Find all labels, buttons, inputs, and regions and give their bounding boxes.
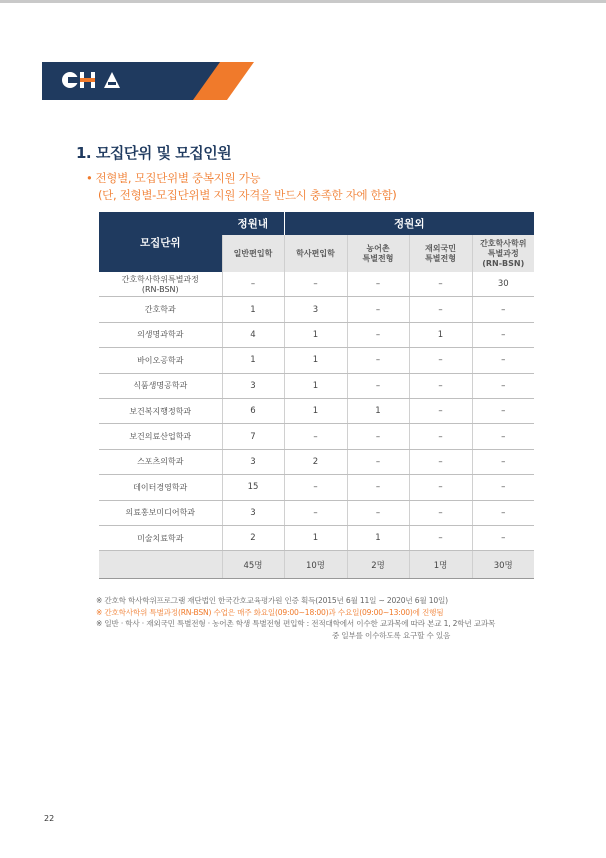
unit-name: 바이오공학과: [99, 348, 222, 373]
quota-cell: –: [472, 449, 534, 474]
quota-cell: –: [472, 322, 534, 347]
quota-cell: –: [409, 297, 472, 322]
top-rule: [0, 0, 606, 3]
table-row: [99, 348, 534, 373]
quota-cell: 7: [222, 424, 284, 449]
quota-cell: –: [409, 475, 472, 500]
unit-name: 의생명과학과: [99, 322, 222, 347]
unit-name: 의료홍보미디어학과: [99, 500, 222, 525]
quota-cell: –: [409, 373, 472, 398]
quota-cell: –: [347, 297, 409, 322]
quota-cell: –: [472, 475, 534, 500]
quota-cell: 3: [222, 449, 284, 474]
quota-cell: –: [472, 297, 534, 322]
footnote-2: ※ 간호학사학위 특별과정(RN-BSN) 수업은 매주 화요일(09:00~18:00)과 수요일(09:00~13:00)에 진행됨: [96, 607, 444, 617]
quota-cell: –: [472, 398, 534, 423]
quota-cell: –: [409, 424, 472, 449]
subheader-out: 학사편입학: [284, 235, 347, 272]
quota-cell: –: [284, 424, 347, 449]
quota-cell: –: [347, 500, 409, 525]
total-cell: 30명: [472, 551, 534, 579]
quota-cell: –: [222, 272, 284, 297]
quota-cell: 4: [222, 322, 284, 347]
totals-label: [99, 551, 222, 579]
note-line-2: (단, 전형별-모집단위별 지원 자격을 반드시 충족한 자에 한함): [98, 188, 397, 202]
quota-cell: –: [472, 500, 534, 525]
quota-cell: –: [347, 424, 409, 449]
quota-cell: 3: [284, 297, 347, 322]
quota-cell: –: [284, 475, 347, 500]
quota-cell: 3: [222, 373, 284, 398]
quota-cell: 6: [222, 398, 284, 423]
quota-cell: –: [409, 348, 472, 373]
header-quota-in: 정원내: [222, 212, 284, 235]
quota-cell: –: [347, 475, 409, 500]
page-number: 22: [44, 814, 55, 823]
unit-name: 보건복지행정학과: [99, 398, 222, 423]
footnote-1: ※ 간호학 학사학위프로그램 재단법인 한국간호교육평가원 인증 획득(2015년 6월 11일 ~ 2020년 6월 10일): [96, 596, 448, 605]
quota-cell: –: [472, 525, 534, 550]
totals-row: [99, 551, 534, 579]
unit-name: 간호학사학위특별과정 (RN-BSN): [99, 272, 222, 297]
quota-cell: –: [347, 272, 409, 297]
quota-cell: 30: [472, 272, 534, 297]
table-row: [99, 475, 534, 500]
quota-cell: –: [347, 373, 409, 398]
total-cell: 1명: [409, 551, 472, 579]
unit-name: 미술치료학과: [99, 525, 222, 550]
quota-cell: 1: [222, 348, 284, 373]
table-row: [99, 525, 534, 550]
quota-cell: –: [284, 272, 347, 297]
unit-name: 데이터경영학과: [99, 475, 222, 500]
total-cell: 45명: [222, 551, 284, 579]
quota-cell: –: [472, 373, 534, 398]
cha-logo: [60, 68, 130, 92]
subheader-out: 농어촌 특별전형: [347, 235, 409, 272]
table-row: [99, 500, 534, 525]
quota-cell: 1: [347, 398, 409, 423]
quota-cell: 1: [284, 398, 347, 423]
quota-cell: –: [347, 322, 409, 347]
header-recruit-unit: 모집단위: [99, 212, 222, 272]
section-title: 1. 모집단위 및 모집인원: [76, 144, 232, 162]
quota-cell: –: [284, 500, 347, 525]
table-row: [99, 297, 534, 322]
quota-cell: 2: [284, 449, 347, 474]
quota-cell: 1: [347, 525, 409, 550]
table-row: [99, 424, 534, 449]
quota-cell: 2: [222, 525, 284, 550]
quota-cell: 3: [222, 500, 284, 525]
total-cell: 2명: [347, 551, 409, 579]
footnote-3: ※ 일반 · 학사 · 재외국민 특별전형 · 농어촌 학생 특별전형 편입학 : 전적대학에서 이수한 교과목에 따라 본교 1, 2학년 교과목: [96, 619, 496, 628]
unit-name: 식품생명공학과: [99, 373, 222, 398]
table-row: [99, 373, 534, 398]
quota-cell: –: [472, 348, 534, 373]
quota-cell: 1: [409, 322, 472, 347]
quota-cell: –: [472, 424, 534, 449]
quota-cell: 1: [284, 322, 347, 347]
unit-name: 스포츠의학과: [99, 449, 222, 474]
subheader-out: 재외국민 특별전형: [409, 235, 472, 272]
quota-cell: –: [409, 398, 472, 423]
footnote-3-continued: 중 일부를 이수하도록 요구할 수 있음: [332, 630, 451, 640]
total-cell: 10명: [284, 551, 347, 579]
footnotes: [96, 595, 556, 641]
table-row: [99, 449, 534, 474]
quota-cell: –: [409, 272, 472, 297]
quota-cell: 1: [284, 525, 347, 550]
subheader-out: 간호학사학위 특별과정 (RN-BSN): [472, 235, 534, 272]
subheader-general-transfer: 일반편입학: [222, 235, 284, 272]
quota-cell: –: [409, 500, 472, 525]
unit-name: 간호학과: [99, 297, 222, 322]
quota-cell: 1: [222, 297, 284, 322]
table-row: [99, 398, 534, 423]
quota-cell: –: [409, 525, 472, 550]
quota-cell: 1: [284, 348, 347, 373]
admission-quota-table: [99, 212, 534, 579]
quota-cell: –: [347, 348, 409, 373]
table-row: [99, 322, 534, 347]
unit-name: 보건의료산업학과: [99, 424, 222, 449]
quota-cell: –: [347, 449, 409, 474]
table-row: [99, 272, 534, 297]
quota-cell: –: [409, 449, 472, 474]
quota-cell: 1: [284, 373, 347, 398]
note-line-1: • 전형별, 모집단위별 중복지원 가능: [86, 171, 261, 185]
section-notes: [86, 170, 396, 204]
header-quota-out: 정원외: [284, 212, 534, 235]
quota-cell: 15: [222, 475, 284, 500]
table-body: [99, 272, 534, 579]
